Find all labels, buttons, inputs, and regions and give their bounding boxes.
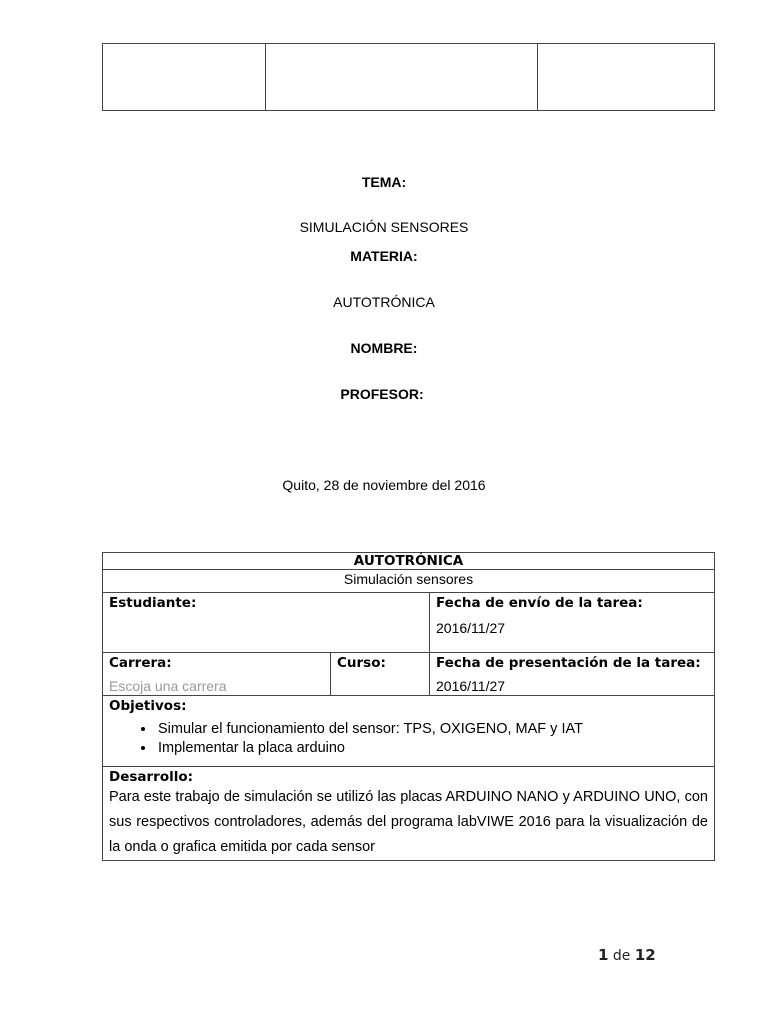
desarrollo-text: Para este trabajo de simulación se utilizó las placas ARDUINO NANO y ARDUINO UNO, con sus respectivos controladores, además del programa labVIWE 2016 para la visualización de la onda o grafica emitida por cada sensor (109, 789, 708, 855)
fecha-envio-label: Fecha de envío de la tarea: (436, 595, 643, 611)
header-logo-table (102, 43, 715, 111)
estudiante-cell (103, 593, 430, 653)
fecha-presentacion-cell (430, 653, 715, 696)
carrera-select[interactable]: Escoja una carrera (109, 678, 227, 694)
fecha-presentacion-value: 2016/11/27 (436, 678, 506, 694)
fecha-envio-value: 2016/11/27 (436, 620, 506, 636)
tema-label: TEMA: (361, 174, 407, 190)
objetivos-list (109, 720, 708, 758)
objetivos-label: Objetivos: (109, 698, 187, 714)
header-cell-right (538, 44, 715, 111)
curso-cell (331, 653, 430, 696)
objetivos-cell (103, 696, 715, 767)
fecha-envio-cell (430, 593, 715, 653)
profesor-label: PROFESOR: (340, 386, 424, 402)
objetivo-item: • Simular el funcionamiento del sensor: TPS, OXIGENO, MAF y IAT (156, 720, 708, 739)
desarrollo-cell (103, 767, 715, 861)
page-current: 1 (598, 946, 609, 964)
carrera-label: Carrera: (109, 655, 172, 671)
materia-value: AUTOTRÓNICA (333, 294, 435, 310)
place-date: Quito, 28 de noviembre del 2016 (282, 477, 486, 493)
page-total: 12 (634, 946, 656, 964)
carrera-cell (103, 653, 331, 696)
desarrollo-label: Desarrollo: (109, 769, 194, 785)
assignment-info-table (102, 552, 715, 861)
page-separator: de (612, 948, 631, 964)
curso-label: Curso: (337, 655, 386, 671)
page-number (598, 946, 656, 964)
materia-label: MATERIA: (350, 248, 418, 264)
header-cell-center (266, 44, 538, 111)
info-table-title: AUTOTRÓNICA (103, 553, 715, 570)
header-cell-left (103, 44, 266, 111)
info-table-subtitle: Simulación sensores (103, 570, 715, 593)
objetivo-item: • Implementar la placa arduino (156, 739, 708, 758)
tema-value: SIMULACIÓN SENSORES (299, 219, 469, 235)
nombre-label: NOMBRE: (350, 340, 418, 356)
fecha-presentacion-label: Fecha de presentación de la tarea: (436, 655, 701, 671)
estudiante-label: Estudiante: (109, 595, 197, 611)
